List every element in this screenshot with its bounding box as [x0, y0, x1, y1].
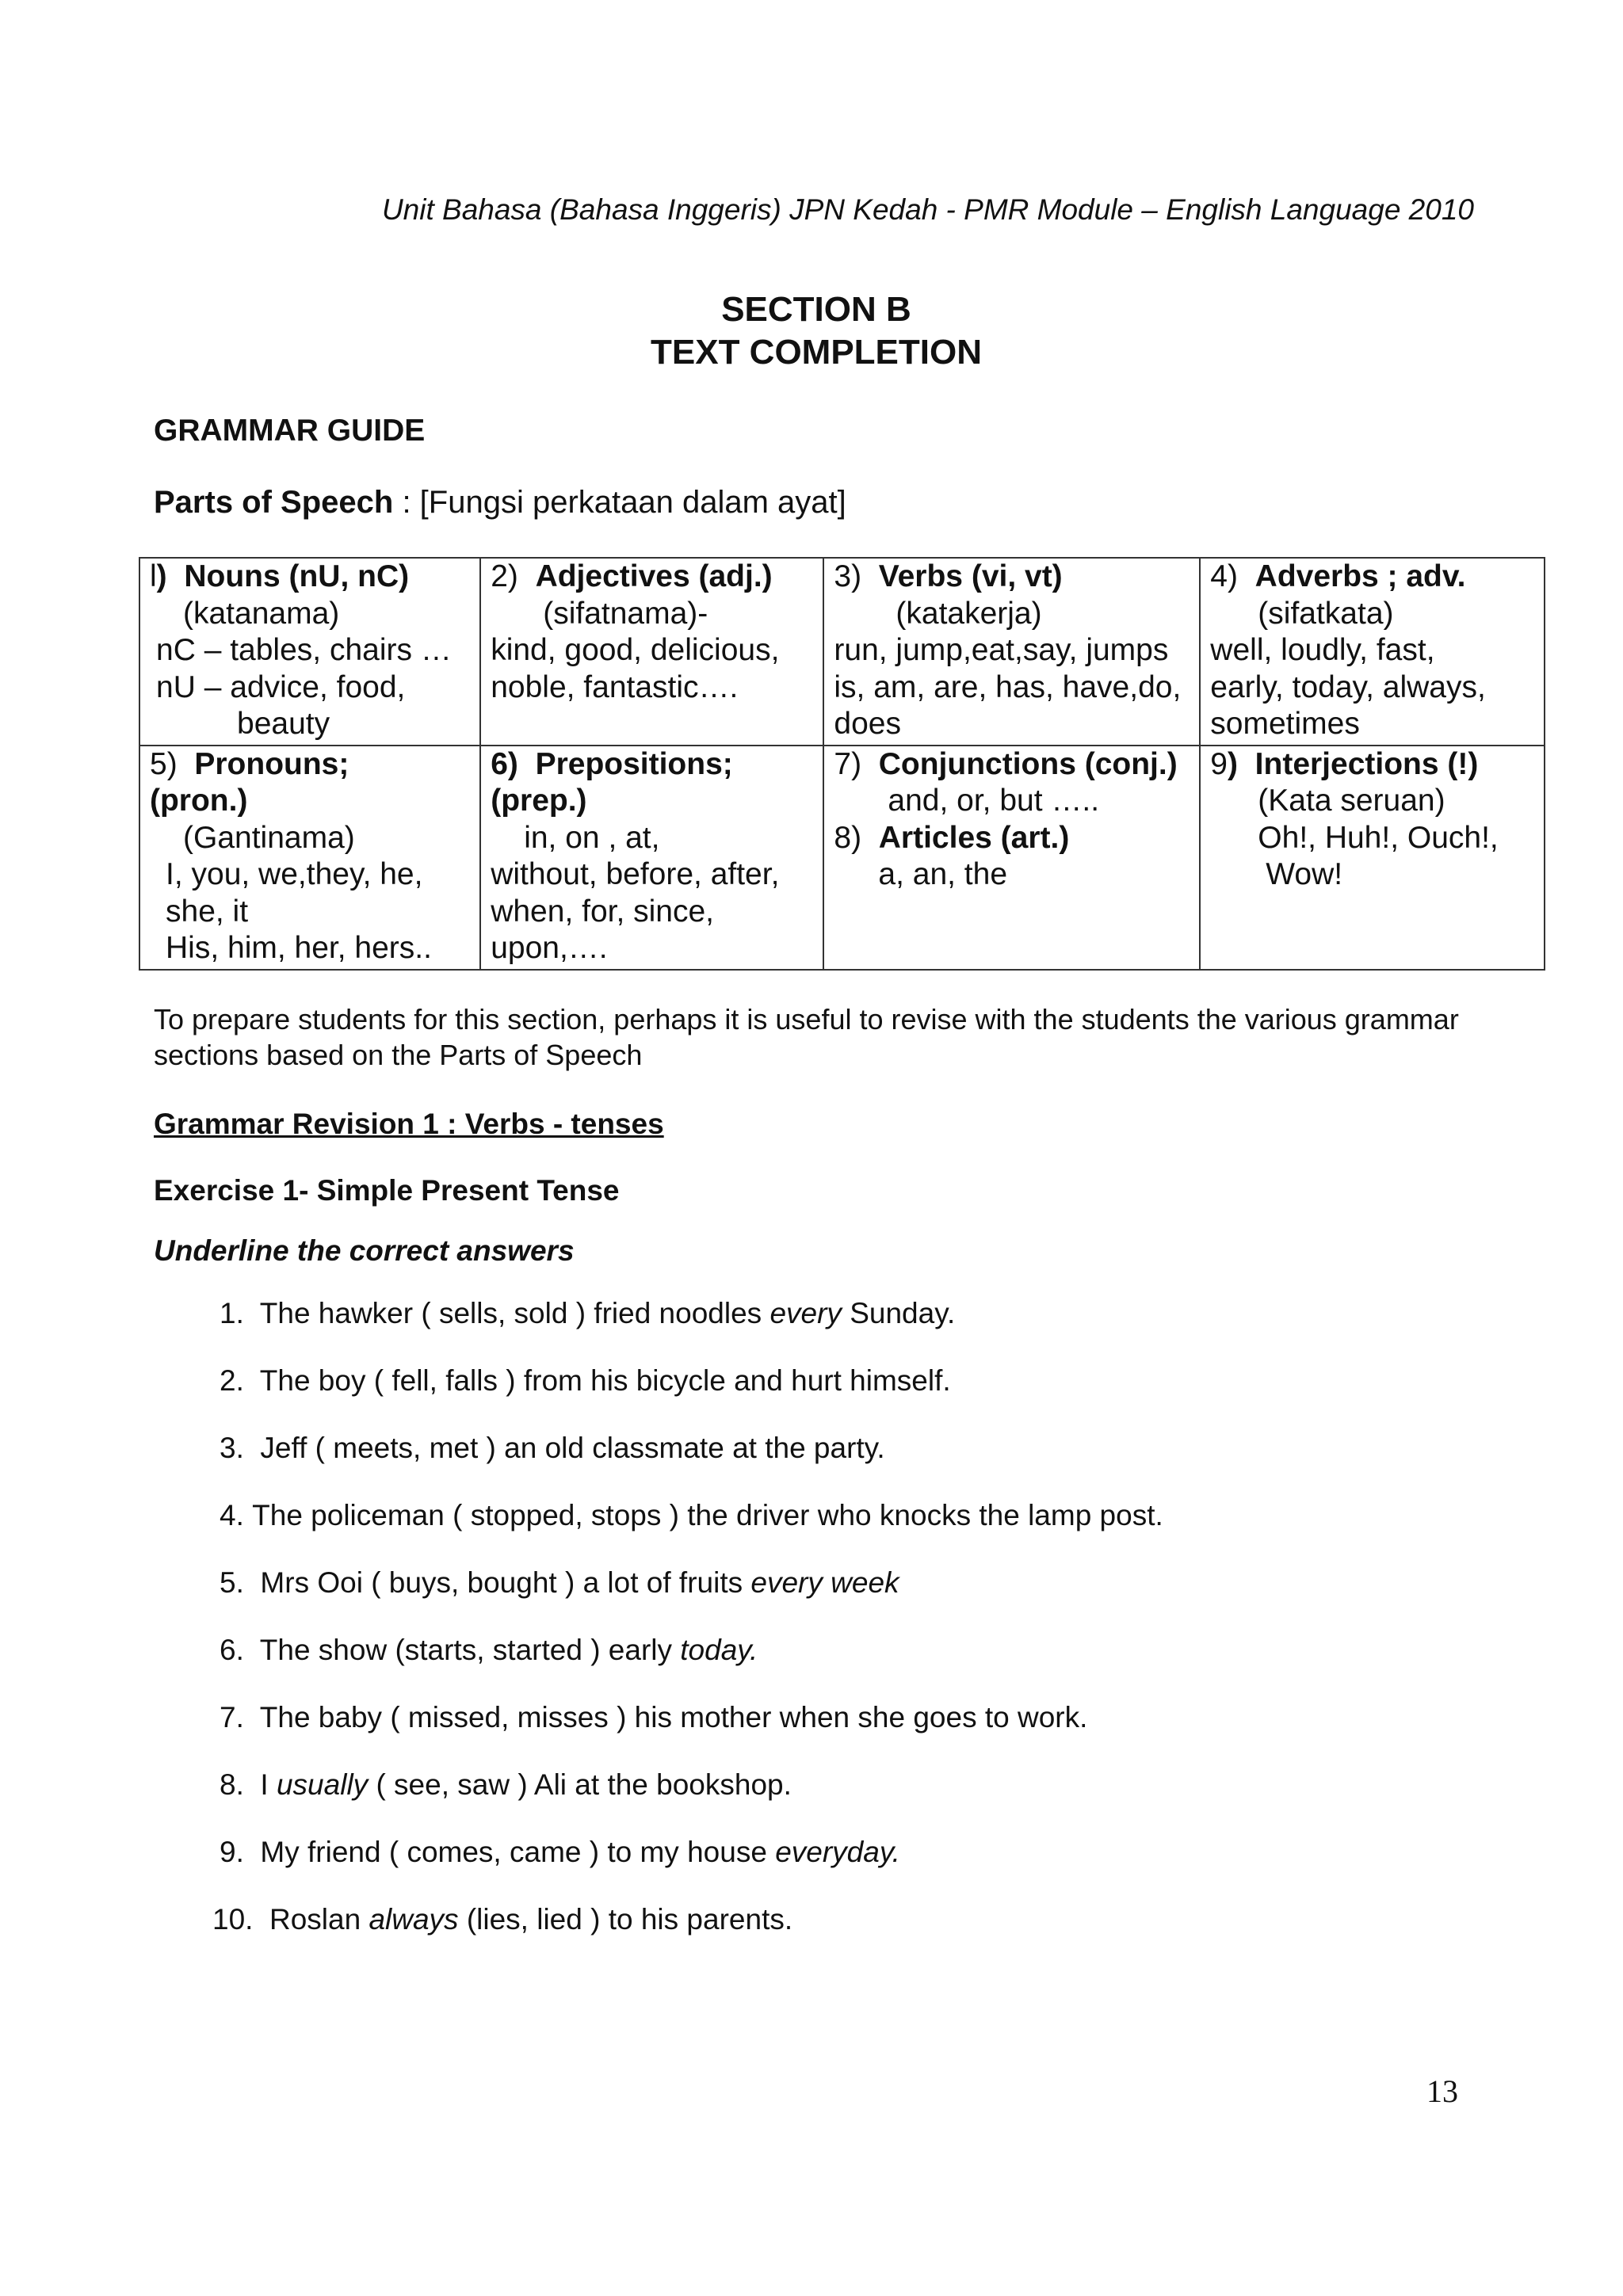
pronouns-malay: (Gantinama) — [183, 820, 355, 855]
exercise-item-2 — [220, 1364, 951, 1398]
interjections-line-1: Oh!, Huh!, Ouch!, — [1258, 820, 1499, 855]
item-text: The hawker ( sells, sold ) fried noodles — [259, 1297, 770, 1329]
verbs-malay: (katakerja) — [896, 596, 1042, 631]
item-text-end: (lies, lied ) to his parents. — [458, 1903, 793, 1936]
adjectives-number: 2) — [491, 559, 518, 593]
adverbs-line-1: well, loudly, fast, — [1210, 633, 1435, 667]
parts-of-speech-table — [139, 557, 1545, 971]
nouns-malay: (katanama) — [183, 596, 340, 631]
item-text: Roslan — [269, 1903, 369, 1936]
item-text: Mrs Ooi ( buys, bought ) a lot of fruits — [260, 1566, 751, 1599]
interjections-heading: Interjections (!) — [1254, 746, 1479, 781]
interjections-number: 9 — [1210, 746, 1228, 781]
verbs-line-1: run, jump,eat,say, jumps — [834, 633, 1169, 667]
nouns-cell: l) Nouns (nU, nC) (katanama) nC – tables, chairs … nU – advice, food, beauty — [139, 558, 480, 746]
item-italic: always — [369, 1903, 459, 1936]
item-italic: today. — [680, 1634, 758, 1666]
exercise-item-3 — [220, 1432, 885, 1465]
pronouns-line-1: I, you, we,they, he, — [166, 857, 423, 891]
pronouns-heading: Pronouns; — [194, 746, 349, 781]
exercise-item-4 — [220, 1499, 1163, 1532]
item-number: 4. — [220, 1499, 244, 1531]
item-number: 1. — [220, 1297, 244, 1329]
exercise-instruction: Underline the correct answers — [154, 1234, 575, 1267]
prepositions-line-2: without, before, after, — [491, 857, 780, 891]
item-italic: every week — [750, 1566, 899, 1599]
exercise-item-9 — [220, 1836, 900, 1869]
prepositions-line-3: when, for, since, — [491, 894, 715, 929]
conjunctions-heading: Conjunctions (conj.) — [878, 746, 1178, 781]
table-row — [139, 558, 1545, 746]
exercise-item-6 — [220, 1634, 758, 1667]
articles-line-1: a, an, the — [878, 857, 1008, 891]
verbs-number: 3) — [834, 559, 862, 593]
prepositions-number: 6) — [491, 746, 518, 781]
exercise-item-5 — [220, 1566, 899, 1600]
item-text: My friend ( comes, came ) to my house — [260, 1836, 776, 1868]
adverbs-heading: Adverbs ; adv. — [1254, 559, 1466, 593]
item-text: I — [260, 1768, 277, 1801]
verbs-cell — [823, 558, 1200, 746]
adverbs-malay: (sifatkata) — [1258, 596, 1394, 631]
nouns-line-1: nC – tables, chairs … — [156, 633, 452, 667]
item-text-end: Sunday. — [841, 1297, 956, 1329]
pronouns-cell — [139, 746, 480, 970]
item-number: 3. — [220, 1432, 244, 1464]
verbs-line-2: is, am, are, has, have,do, — [834, 669, 1182, 704]
document-header: Unit Bahasa (Bahasa Inggeris) JPN Kedah - PMR Module – English Language 2010 — [381, 193, 1474, 226]
item-text: The boy ( fell, falls ) from his bicycle and hurt himself. — [259, 1364, 951, 1397]
item-number: 2. — [220, 1364, 244, 1397]
exercise-item-7 — [220, 1701, 1087, 1734]
pronouns-line-2: she, it — [166, 894, 249, 929]
parts-of-speech-line — [154, 485, 846, 521]
adverbs-number: 4) — [1210, 559, 1238, 593]
parts-of-speech-separator: : — [393, 485, 420, 520]
exercise-item-10 — [212, 1903, 792, 1936]
verbs-line-3: does — [834, 707, 901, 741]
adverbs-cell — [1200, 558, 1545, 746]
item-number: 6. — [220, 1634, 244, 1666]
section-title: SECTION B — [721, 290, 911, 329]
interjections-malay: (Kata seruan) — [1258, 784, 1445, 818]
item-italic: everyday. — [775, 1836, 900, 1868]
pronouns-line-3: His, him, her, hers.. — [166, 931, 432, 965]
adjectives-line-1: kind, good, delicious, — [491, 633, 780, 667]
teacher-note: To prepare students for this section, perhaps it is useful to revise with the students the various grammar sections based on the Parts of Speech — [154, 1003, 1459, 1071]
exercise-item-1 — [220, 1297, 955, 1330]
adjectives-heading: Adjectives (adj.) — [535, 559, 773, 593]
adjectives-malay: (sifatnama)- — [543, 596, 708, 631]
verbs-heading: Verbs (vi, vt) — [878, 559, 1063, 593]
exercise-heading: Exercise 1- Simple Present Tense — [154, 1174, 620, 1207]
conjunctions-number: 7) — [834, 746, 862, 781]
grammar-guide-heading: GRAMMAR GUIDE — [154, 414, 426, 448]
conjunctions-line-1: and, or, but ….. — [888, 784, 1100, 818]
interjections-line-2: Wow! — [1266, 857, 1343, 891]
articles-number: 8) — [834, 820, 862, 855]
item-number: 9. — [220, 1836, 244, 1868]
table-row — [139, 746, 1545, 970]
prepositions-cell — [480, 746, 823, 970]
nouns-heading: Nouns (nU, nC) — [184, 559, 410, 593]
adverbs-line-3: sometimes — [1210, 707, 1360, 741]
nouns-number: l — [150, 559, 157, 593]
item-number: 10. — [212, 1903, 254, 1936]
exercise-item-8 — [220, 1768, 792, 1802]
item-text: The baby ( missed, misses ) his mother when she goes to work. — [259, 1701, 1088, 1733]
parts-of-speech-label: Parts of Speech — [154, 485, 394, 520]
parts-of-speech-note: [Fungsi perkataan dalam ayat] — [419, 485, 846, 520]
prepositions-heading-abbrev: (prep.) — [491, 784, 587, 818]
item-text: Jeff ( meets, met ) an old classmate at the party. — [260, 1432, 885, 1464]
adverbs-line-2: early, today, always, — [1210, 669, 1486, 704]
item-italic: every — [769, 1297, 842, 1329]
item-number: 8. — [220, 1768, 244, 1801]
prepositions-heading: Prepositions; — [535, 746, 733, 781]
nouns-line-3: beauty — [237, 707, 330, 741]
adjectives-line-2: noble, fantastic…. — [491, 669, 739, 704]
articles-heading: Articles (art.) — [878, 820, 1070, 855]
conjunctions-articles-cell — [823, 746, 1200, 970]
interjections-cell: 9) Interjections (!) (Kata seruan) Oh!, Huh!, Ouch!, Wow! — [1200, 746, 1545, 970]
item-text: The policeman ( stopped, stops ) the driver who knocks the lamp post. — [252, 1499, 1163, 1531]
item-text-end: ( see, saw ) Ali at the bookshop. — [368, 1768, 792, 1801]
page-number: 13 — [1426, 2073, 1458, 2109]
revision-heading: Grammar Revision 1 : Verbs - tenses — [154, 1108, 664, 1140]
pronouns-number: 5) — [150, 746, 178, 781]
prepositions-line-1: in, on , at, — [524, 820, 660, 855]
prepositions-line-4: upon,…. — [491, 931, 608, 965]
item-number: 7. — [220, 1701, 244, 1733]
pronouns-heading-abbrev: (pron.) — [150, 784, 248, 818]
section-subtitle: TEXT COMPLETION — [651, 333, 982, 372]
item-italic: usually — [276, 1768, 369, 1801]
item-text: The show (starts, started ) early — [259, 1634, 681, 1666]
item-number: 5. — [220, 1566, 244, 1599]
nouns-line-2: nU – advice, food, — [156, 669, 406, 704]
adjectives-cell — [480, 558, 823, 746]
